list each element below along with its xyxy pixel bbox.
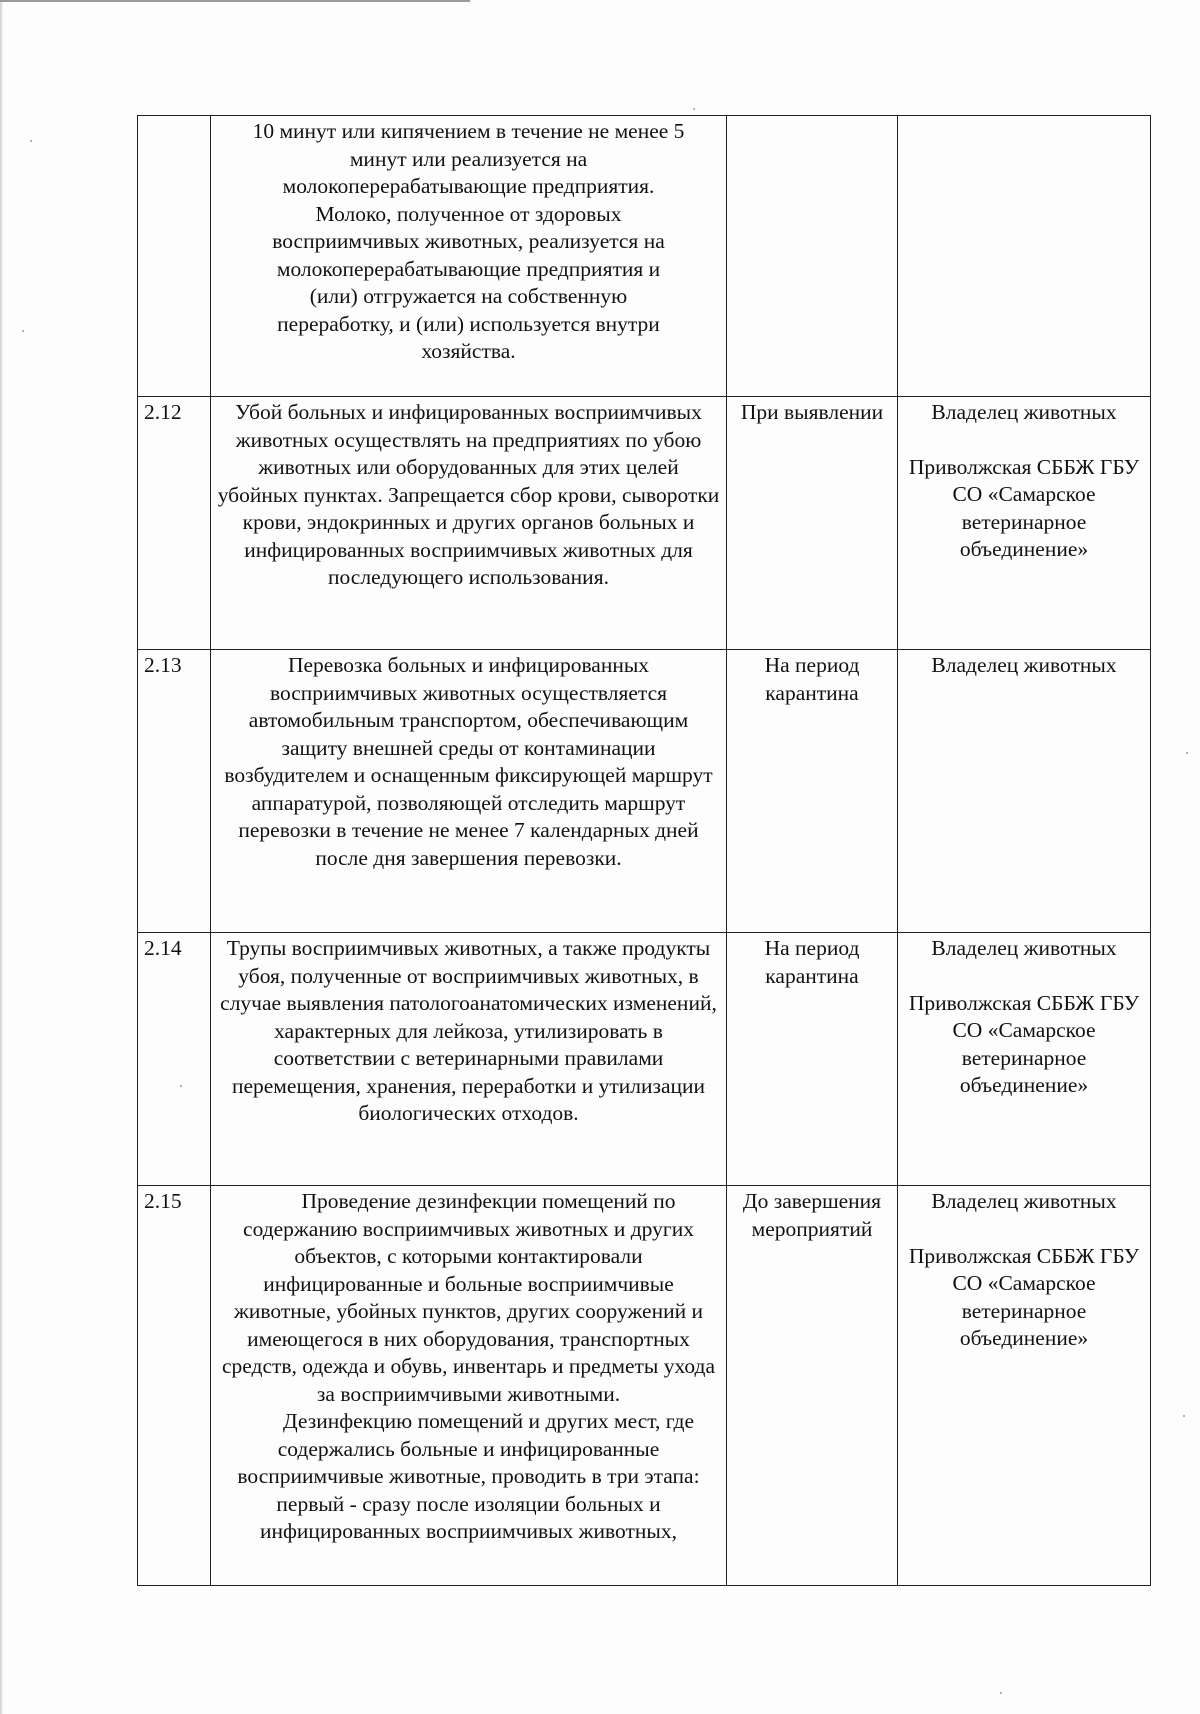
cell-term bbox=[727, 116, 898, 397]
responsible-owner: Владелец животных bbox=[931, 1189, 1117, 1213]
responsible-owner: Владелец животных bbox=[931, 400, 1117, 424]
cell-number: 2.14 bbox=[138, 933, 211, 1186]
cell-measure-text bbox=[211, 650, 727, 933]
table-row bbox=[138, 933, 1151, 1186]
scan-speck bbox=[1186, 752, 1188, 754]
scan-speck bbox=[1000, 1692, 1002, 1694]
text-line: переработку, и (или) используется внутри bbox=[277, 311, 660, 336]
cell-term: На период карантина bbox=[727, 650, 898, 933]
measure-text: Перевозка больных и инфицированных восприимчивых животных осуществляется автомобильным транспортом, обеспечивающим защиту внешней среды от контаминации возбудителем и оснащенным фиксирующей маршрут аппаратурой, позволяющей отследить маршрут перевозки в течение не менее 7 календарных дней после дня завершения перевозки. bbox=[224, 653, 713, 870]
text-line: молокоперерабатывающие предприятия. bbox=[282, 174, 655, 198]
table-row-continuation bbox=[138, 116, 1151, 397]
text-line: молокоперерабатывающие предприятия и bbox=[276, 256, 661, 281]
responsible-owner: Владелец животных bbox=[931, 653, 1117, 677]
text-line: хозяйства. bbox=[421, 339, 516, 363]
cell-responsible bbox=[898, 116, 1151, 397]
table-row bbox=[138, 650, 1151, 933]
measures-table bbox=[137, 115, 1151, 1586]
responsible-vet-service: Приволжская СББЖ ГБУ СО «Самарское ветеринарное объединение» bbox=[908, 990, 1140, 1097]
table-row bbox=[138, 1186, 1151, 1586]
measure-text: Убой больных и инфицированных восприимчивых животных осуществлять на предприятиях по убою животных или оборудованных для этих целей убойных пунктах. Запрещается сбор крови, сыворотки крови, эндокринных и других органов больных и инфицированных восприимчивых животных для последующего использования. bbox=[217, 400, 720, 589]
cell-measure-text bbox=[211, 1186, 727, 1586]
responsible-vet-service: Приволжская СББЖ ГБУ СО «Самарское ветеринарное объединение» bbox=[908, 1243, 1140, 1350]
cell-responsible bbox=[898, 1186, 1151, 1586]
scan-edge-left bbox=[0, 0, 3, 1714]
cell-measure-text bbox=[211, 116, 727, 397]
scan-speck bbox=[22, 330, 24, 332]
table-row bbox=[138, 397, 1151, 650]
cell-term: При выявлении bbox=[727, 397, 898, 650]
cell-responsible bbox=[898, 397, 1151, 650]
scan-speck bbox=[30, 140, 32, 142]
cell-number: 2.15 bbox=[138, 1186, 211, 1586]
text-line: восприимчивых животных, реализуется на bbox=[272, 229, 665, 253]
text-line: минут или реализуется на bbox=[349, 146, 588, 171]
text-line: (или) отгружается на собственную bbox=[309, 284, 628, 308]
scan-speck bbox=[693, 108, 695, 110]
text-line: 10 минут или кипячением в течение не менее 5 bbox=[252, 119, 685, 143]
text-line: Молоко, полученное от здоровых bbox=[315, 201, 622, 226]
cell-term: До завершения мероприятий bbox=[727, 1186, 898, 1586]
cell-responsible bbox=[898, 650, 1151, 933]
responsible-vet-service: Приволжская СББЖ ГБУ СО «Самарское ветеринарное объединение» bbox=[908, 454, 1140, 561]
cell-number: 2.13 bbox=[138, 650, 211, 933]
measure-text-2: Дезинфекцию помещений и других мест, где содержались больные и инфицированные восприимчивые животные, проводить в три этапа: первый - сразу после изоляции больных и инфицированных восприимчивых животных, bbox=[237, 1409, 700, 1543]
cell-number bbox=[138, 116, 211, 397]
cell-responsible bbox=[898, 933, 1151, 1186]
responsible-owner: Владелец животных bbox=[931, 936, 1117, 960]
scan-edge-top bbox=[0, 0, 470, 2]
scan-speck bbox=[1183, 1415, 1185, 1417]
cell-number: 2.12 bbox=[138, 397, 211, 650]
measure-text: Проведение дезинфекции помещений по содержанию восприимчивых животных и других объектов, с которыми контактировали инфицированные и больные восприимчивые животные, убойных пунктов, других сооружений и имеющегося в них оборудования, транспортных средств, одежда и обувь, инвентарь и предметы ухода за восприимчивыми животными. bbox=[221, 1189, 716, 1406]
cell-term: На период карантина bbox=[727, 933, 898, 1186]
measure-text: Трупы восприимчивых животных, а также продукты убоя, полученные от восприимчивых животных, в случае выявления патологоанатомических изменений, характерных для лейкоза, утилизировать в соответствии с ветеринарными правилами перемещения, хранения, переработки и утилизации биологических отходов. bbox=[220, 936, 717, 1125]
cell-measure-text bbox=[211, 397, 727, 650]
cell-measure-text bbox=[211, 933, 727, 1186]
